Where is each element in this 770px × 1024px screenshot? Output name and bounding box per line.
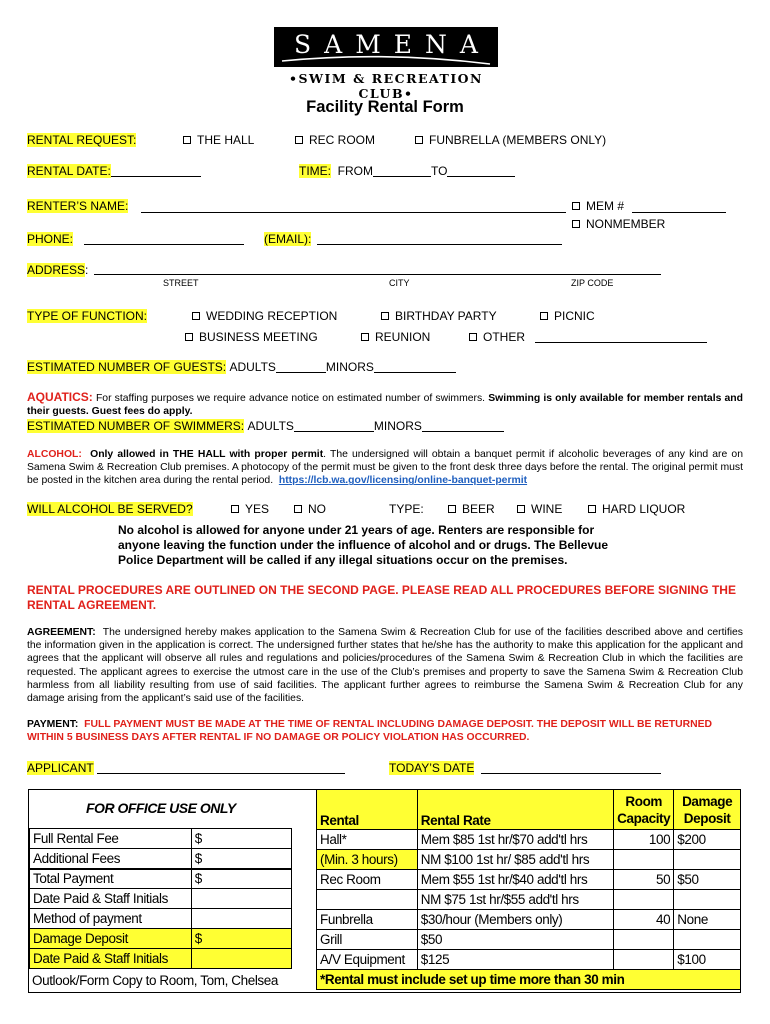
table-row bbox=[30, 829, 292, 849]
table-row bbox=[30, 869, 292, 889]
rate-value: NM $100 1st hr/ $85 add'tl hrs bbox=[417, 850, 613, 870]
rate-capacity bbox=[614, 850, 674, 870]
time-to-label: TO bbox=[431, 164, 448, 178]
member-number bbox=[572, 199, 624, 213]
option-reunion[interactable] bbox=[361, 330, 430, 344]
checkbox-icon[interactable] bbox=[231, 505, 239, 513]
alcohol-served-label: WILL ALCOHOL BE SERVED? bbox=[27, 502, 193, 516]
function-label: TYPE OF FUNCTION: bbox=[27, 309, 147, 323]
aquatics-text: For staffing purposes we require advance notice on estimated number of swimmers. bbox=[95, 393, 486, 404]
alcohol-paragraph bbox=[27, 448, 743, 488]
fee-label: Additional Fees bbox=[30, 849, 192, 869]
mem-label: MEM # bbox=[586, 199, 625, 213]
rental-date-field[interactable] bbox=[111, 166, 201, 177]
alcohol-no[interactable] bbox=[294, 502, 326, 516]
table-row bbox=[317, 950, 741, 970]
office-use-title: FOR OFFICE USE ONLY bbox=[86, 800, 236, 816]
rate-deposit bbox=[674, 890, 741, 910]
swimmers-minors-label: MINORS bbox=[373, 419, 422, 433]
time-label: TIME: bbox=[299, 164, 331, 178]
applicant-label: APPLICANT bbox=[27, 761, 94, 775]
option-label: THE HALL bbox=[197, 133, 255, 147]
alcohol-label: ALCOHOL: bbox=[27, 449, 82, 460]
procedures-notice: RENTAL PROCEDURES ARE OUTLINED ON THE SECOND PAGE. PLEASE READ ALL PROCEDURES BEFORE SIGNING THE RENTAL AGREEMENT. bbox=[27, 583, 736, 612]
table-row bbox=[30, 949, 292, 969]
rate-deposit: $50 bbox=[674, 870, 741, 890]
header-rental: Rental bbox=[317, 790, 418, 830]
rate-deposit: None bbox=[674, 910, 741, 930]
option-business[interactable] bbox=[185, 330, 318, 344]
rental-rates-table bbox=[316, 789, 741, 990]
option-label: WEDDING RECEPTION bbox=[206, 309, 338, 323]
option-label: WINE bbox=[531, 502, 563, 516]
option-the-hall[interactable] bbox=[183, 133, 254, 147]
alcohol-beer[interactable] bbox=[448, 502, 495, 516]
table-row bbox=[317, 910, 741, 930]
email-field[interactable] bbox=[317, 244, 562, 245]
renter-name-row bbox=[27, 199, 128, 213]
function-row bbox=[27, 309, 147, 323]
option-label: FUNBRELLA (MEMBERS ONLY) bbox=[429, 133, 607, 147]
rates-header-row bbox=[317, 790, 741, 830]
rental-request-label: RENTAL REQUEST: bbox=[27, 133, 137, 147]
checkbox-icon[interactable] bbox=[183, 136, 191, 144]
phone-row bbox=[27, 232, 73, 246]
fee-value[interactable] bbox=[191, 909, 291, 929]
office-fees-table bbox=[29, 828, 292, 969]
aquatics-label: AQUATICS: bbox=[27, 390, 93, 404]
guests-adults-label: ADULTS bbox=[229, 360, 276, 374]
table-row bbox=[317, 830, 741, 850]
fee-label: Damage Deposit bbox=[30, 929, 192, 949]
guests-label: ESTIMATED NUMBER OF GUESTS: bbox=[27, 360, 227, 374]
option-rec-room[interactable] bbox=[295, 133, 375, 147]
aquatics-bold-text: Swimming is only available for member rentals and their guests. Guest fees do apply. bbox=[27, 393, 743, 418]
payment-text: FULL PAYMENT MUST BE MADE AT THE TIME OF RENTAL INCLUDING DAMAGE DEPOSIT. THE DEPOSIT WILL BE RETURNED WITHIN 5 BUSINESS DAYS AFTER RENTAL IF NO DAMAGE OR POLICY VIOLATION HAS OCCURRED. bbox=[27, 719, 713, 744]
phone-label: PHONE: bbox=[27, 232, 74, 246]
option-label: YES bbox=[245, 502, 270, 516]
applicant-field[interactable] bbox=[97, 773, 345, 774]
rate-capacity: 100 bbox=[614, 830, 674, 850]
option-other[interactable] bbox=[469, 330, 525, 344]
logo-name: SAMENA bbox=[294, 30, 491, 59]
time-to-field[interactable] bbox=[447, 166, 515, 177]
guests-minors-field[interactable] bbox=[374, 362, 456, 373]
alcohol-hard-liquor[interactable] bbox=[588, 502, 685, 516]
rate-rental: Rec Room bbox=[317, 870, 418, 890]
rates-footnote-row bbox=[317, 970, 741, 990]
fee-value[interactable]: $ bbox=[191, 849, 291, 869]
table-row bbox=[317, 850, 741, 870]
agreement-paragraph bbox=[27, 626, 743, 705]
guests-minors-label: MINORS bbox=[325, 360, 374, 374]
rate-rental: Hall* bbox=[317, 830, 418, 850]
office-footer: Outlook/Form Copy to Room, Tom, Chelsea bbox=[32, 973, 279, 988]
rate-value: $125 bbox=[417, 950, 613, 970]
option-label: PICNIC bbox=[554, 309, 595, 323]
checkbox-icon[interactable] bbox=[185, 333, 193, 341]
fee-label: Full Rental Fee bbox=[30, 829, 192, 849]
table-row bbox=[30, 909, 292, 929]
time-from-label: FROM bbox=[337, 164, 373, 178]
todays-date-field[interactable] bbox=[481, 773, 661, 774]
applicant-row bbox=[27, 761, 94, 775]
payment-label: PAYMENT: bbox=[27, 719, 79, 730]
option-wedding[interactable] bbox=[192, 309, 337, 323]
swimmers-minors-field[interactable] bbox=[422, 421, 504, 432]
time-row bbox=[299, 164, 515, 178]
checkbox-icon[interactable] bbox=[381, 312, 389, 320]
form-title: Facility Rental Form bbox=[306, 98, 464, 116]
rate-rental: A/V Equipment bbox=[317, 950, 418, 970]
checkbox-icon[interactable] bbox=[192, 312, 200, 320]
checkbox-icon[interactable] bbox=[572, 202, 580, 210]
option-label: REC ROOM bbox=[309, 133, 375, 147]
alcohol-bold-text: Only allowed in THE HALL with proper permit bbox=[90, 449, 324, 460]
rate-capacity bbox=[614, 890, 674, 910]
option-label: BEER bbox=[462, 502, 495, 516]
rate-value: NM $75 1st hr/$55 add'tl hrs bbox=[417, 890, 613, 910]
checkbox-icon[interactable] bbox=[588, 505, 596, 513]
mem-number-field[interactable] bbox=[632, 212, 726, 213]
option-birthday[interactable] bbox=[381, 309, 497, 323]
street-caption: STREET bbox=[163, 278, 199, 288]
table-row bbox=[30, 849, 292, 869]
fee-label: Date Paid & Staff Initials bbox=[30, 949, 192, 969]
rental-date-label: RENTAL DATE: bbox=[27, 164, 111, 178]
rate-deposit: $100 bbox=[674, 950, 741, 970]
alcohol-warning: No alcohol is allowed for anyone under 21 years of age. Renters are responsible for anyone leaving the function under the influence of alcohol and or drugs. The Bellevue Police Department will be called if any illegal situations occur on the premises. bbox=[118, 523, 609, 567]
rate-rental: (Min. 3 hours) bbox=[317, 850, 418, 870]
option-label: NO bbox=[308, 502, 326, 516]
rate-value: $30/hour (Members only) bbox=[417, 910, 613, 930]
rate-capacity bbox=[614, 950, 674, 970]
rate-deposit: $200 bbox=[674, 830, 741, 850]
alcohol-yes[interactable] bbox=[231, 502, 269, 516]
zip-caption: ZIP CODE bbox=[571, 278, 614, 288]
header-rate: Rental Rate bbox=[417, 790, 613, 830]
rate-rental: Funbrella bbox=[317, 910, 418, 930]
address-label: ADDRESS bbox=[27, 263, 86, 277]
time-from-field[interactable] bbox=[373, 166, 431, 177]
table-row bbox=[317, 930, 741, 950]
fee-value[interactable]: $ bbox=[191, 869, 291, 889]
checkbox-icon[interactable] bbox=[517, 505, 525, 513]
swimmers-adults-field[interactable] bbox=[294, 421, 374, 432]
city-caption: CITY bbox=[389, 278, 410, 288]
rate-value: $50 bbox=[417, 930, 613, 950]
header-deposit: Damage Deposit bbox=[674, 790, 741, 830]
renter-name-field[interactable] bbox=[141, 212, 566, 213]
table-row bbox=[317, 870, 741, 890]
nonmember-option[interactable] bbox=[572, 217, 665, 231]
nonmember-label: NONMEMBER bbox=[586, 217, 666, 231]
rate-value: Mem $55 1st hr/$40 add'tl hrs bbox=[417, 870, 613, 890]
rate-deposit bbox=[674, 930, 741, 950]
address-row bbox=[27, 263, 88, 277]
payment-paragraph bbox=[27, 718, 743, 744]
rate-capacity bbox=[614, 930, 674, 950]
fee-label: Total Payment bbox=[30, 869, 192, 889]
guests-adults-field[interactable] bbox=[276, 362, 326, 373]
agreement-label: AGREEMENT: bbox=[27, 627, 96, 638]
fee-value[interactable] bbox=[191, 889, 291, 909]
rental-date-row bbox=[27, 164, 201, 178]
fee-label: Method of payment bbox=[30, 909, 192, 929]
todays-date-row bbox=[389, 761, 474, 775]
option-label: BUSINESS MEETING bbox=[199, 330, 318, 344]
alcohol-served-row bbox=[27, 502, 193, 516]
alcohol-type-label: TYPE: bbox=[389, 502, 424, 516]
rate-capacity: 50 bbox=[614, 870, 674, 890]
fee-value[interactable]: $ bbox=[191, 929, 291, 949]
rental-request-row bbox=[27, 133, 136, 147]
address-colon: : bbox=[85, 263, 89, 277]
checkbox-icon[interactable] bbox=[295, 136, 303, 144]
rate-rental: Grill bbox=[317, 930, 418, 950]
other-field[interactable] bbox=[535, 342, 707, 343]
option-funbrella[interactable] bbox=[415, 133, 606, 147]
swimmers-label: ESTIMATED NUMBER OF SWIMMERS: bbox=[27, 419, 245, 433]
email-row bbox=[264, 232, 311, 246]
rate-deposit bbox=[674, 850, 741, 870]
swimmers-row bbox=[27, 419, 504, 433]
checkbox-icon[interactable] bbox=[469, 333, 477, 341]
option-label: REUNION bbox=[375, 330, 431, 344]
alcohol-text: . The undersigned will obtain a banquet permit if alcoholic beverages of any kind are on Samena Swim & Recreation Club premises. A photocopy of the permit must be given to the front desk three days before the rental. The original permit must be posted in the kitchen area during the rental period. bbox=[27, 449, 743, 487]
checkbox-icon[interactable] bbox=[415, 136, 423, 144]
logo-subtitle: •SWIM & RECREATION CLUB• bbox=[289, 71, 483, 101]
rate-rental bbox=[317, 890, 418, 910]
email-label: (EMAIL): bbox=[264, 232, 312, 246]
header-capacity: Room Capacity bbox=[614, 790, 674, 830]
fee-label: Date Paid & Staff Initials bbox=[30, 889, 192, 909]
agreement-text: The undersigned hereby makes application to the Samena Swim & Recreation Club for use of the facilities described above and certifies the information given in the application is correct. The undersigned further states that he/she has the authority to make this application for the applicant and agrees that the applicant will observe all rules and regulations and policies/procedures of the Samena Swim & Recreation Club in which the facilities are requested. The applicant agrees to exercise the utmost care in the use of the Club’s premises and property to save the Samena Swim & Recreation Club harmless from all liability resulting from use of said facilities. The applicant further agrees to reimburse the Samena Swim & Recreation Club for any damage arising from the applicant’s said use of the facilities. bbox=[27, 627, 744, 705]
table-row bbox=[317, 890, 741, 910]
table-row bbox=[30, 889, 292, 909]
samena-logo bbox=[274, 27, 498, 67]
phone-field[interactable] bbox=[84, 244, 244, 245]
aquatics-paragraph bbox=[27, 391, 743, 418]
todays-date-label: TODAY’S DATE bbox=[389, 761, 475, 775]
renter-name-label: RENTER’S NAME: bbox=[27, 199, 129, 213]
address-field[interactable] bbox=[94, 274, 661, 275]
checkbox-icon[interactable] bbox=[540, 312, 548, 320]
alcohol-wine[interactable] bbox=[517, 502, 562, 516]
checkbox-icon[interactable] bbox=[294, 505, 302, 513]
checkbox-icon[interactable] bbox=[448, 505, 456, 513]
rate-capacity: 40 bbox=[614, 910, 674, 930]
option-label: BIRTHDAY PARTY bbox=[395, 309, 497, 323]
fee-value[interactable] bbox=[191, 949, 291, 969]
option-label: OTHER bbox=[483, 330, 525, 344]
rate-value: Mem $85 1st hr/$70 add'tl hrs bbox=[417, 830, 613, 850]
table-row bbox=[30, 929, 292, 949]
option-label: HARD LIQUOR bbox=[602, 502, 686, 516]
banquet-permit-link[interactable]: https://lcb.wa.gov/licensing/online-banquet-permit bbox=[278, 475, 528, 487]
rates-footnote: *Rental must include set up time more than 30 min bbox=[317, 970, 741, 990]
fee-value[interactable]: $ bbox=[191, 829, 291, 849]
checkbox-icon[interactable] bbox=[361, 333, 369, 341]
guests-row bbox=[27, 360, 456, 374]
checkbox-icon[interactable] bbox=[572, 220, 580, 228]
option-picnic[interactable] bbox=[540, 309, 595, 323]
swimmers-adults-label: ADULTS bbox=[247, 419, 294, 433]
